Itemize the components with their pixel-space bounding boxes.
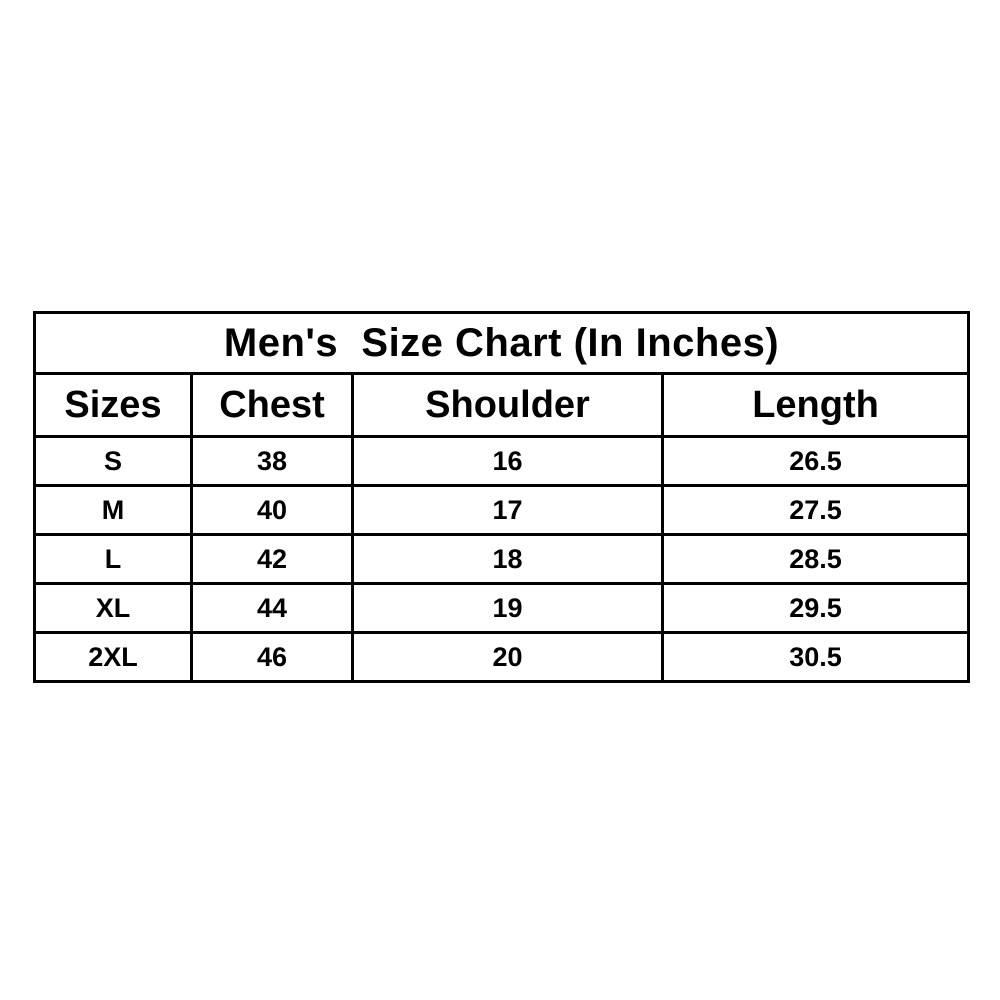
shoulder-cell: 16 (353, 437, 663, 486)
shoulder-cell: 20 (353, 633, 663, 682)
size-chart-table (33, 311, 970, 683)
table-row-l (35, 535, 969, 584)
table-row-m (35, 486, 969, 535)
shoulder-cell: 18 (353, 535, 663, 584)
table-title: Men's Size Chart (In Inches) (35, 313, 969, 374)
column-header-sizes: Sizes (35, 374, 192, 437)
shoulder-cell: 19 (353, 584, 663, 633)
column-header-length: Length (663, 374, 969, 437)
length-cell: 27.5 (663, 486, 969, 535)
length-cell: 29.5 (663, 584, 969, 633)
length-cell: 26.5 (663, 437, 969, 486)
shoulder-cell: 17 (353, 486, 663, 535)
size-chart (33, 311, 967, 683)
title-row (35, 313, 969, 374)
size-cell: M (35, 486, 192, 535)
size-cell: S (35, 437, 192, 486)
chest-cell: 42 (192, 535, 353, 584)
table-row-s (35, 437, 969, 486)
chest-cell: 46 (192, 633, 353, 682)
chest-cell: 40 (192, 486, 353, 535)
header-row (35, 374, 969, 437)
column-header-chest: Chest (192, 374, 353, 437)
table-row-2xl (35, 633, 969, 682)
chest-cell: 44 (192, 584, 353, 633)
chest-cell: 38 (192, 437, 353, 486)
length-cell: 28.5 (663, 535, 969, 584)
size-cell: 2XL (35, 633, 192, 682)
length-cell: 30.5 (663, 633, 969, 682)
column-header-shoulder: Shoulder (353, 374, 663, 437)
size-cell: XL (35, 584, 192, 633)
size-cell: L (35, 535, 192, 584)
table-row-xl (35, 584, 969, 633)
